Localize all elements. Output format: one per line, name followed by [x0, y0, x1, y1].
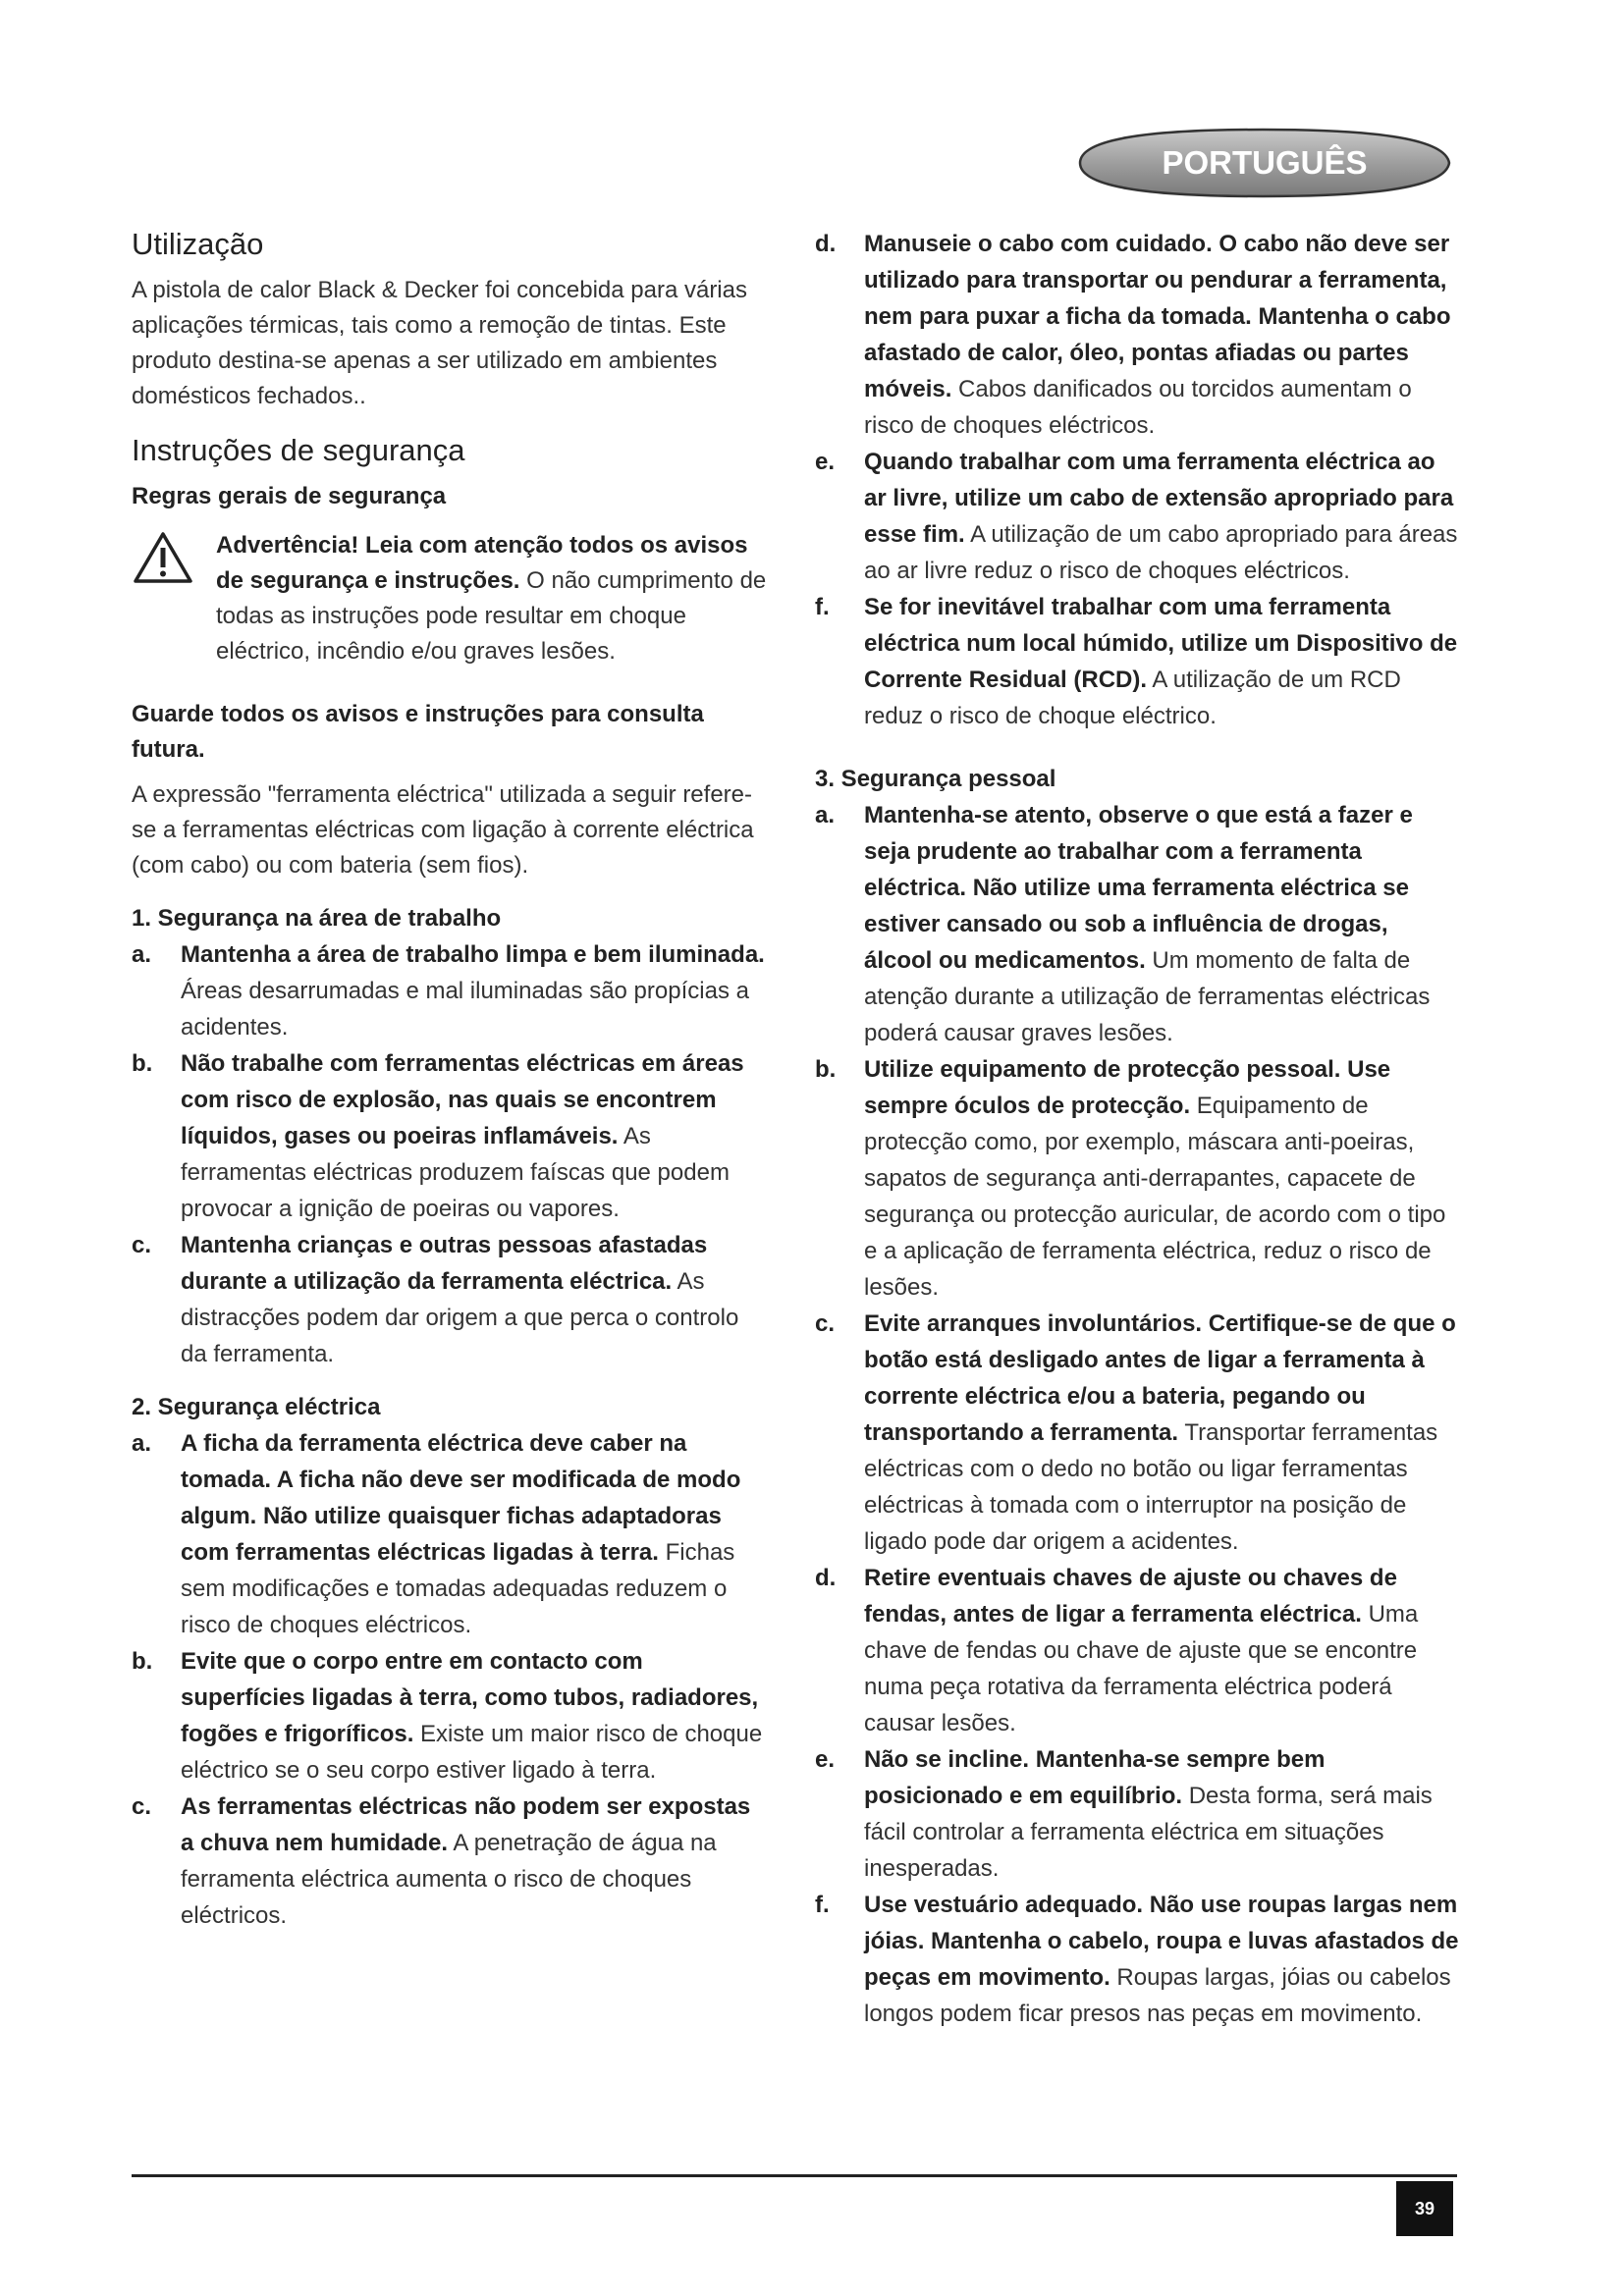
item-label: c.	[132, 1793, 152, 1820]
list-item	[132, 1643, 770, 1789]
item-text: A utilização de um RCD reduz o risco de choque eléctrico.	[864, 667, 1401, 729]
item-bold-text: Mantenha-se atento, observe o que está a fazer e seja prudente ao trabalhar com a ferramenta eléctrica. Não utilize uma ferramenta eléctrica se estiver cansado ou sob a influência de drogas, álcool ou medicamentos.	[864, 802, 1413, 974]
item-bold-text: As ferramentas eléctricas não podem ser expostas a chuva nem humidade.	[181, 1793, 751, 1856]
list-item	[132, 1227, 770, 1372]
item-bold-text: Mantenha crianças e outras pessoas afastadas durante a utilização da ferramenta eléctrica.	[181, 1232, 708, 1295]
item-bold-text: Manuseie o cabo com cuidado. O cabo não deve ser utilizado para transportar ou pendurar a ferramenta, nem para puxar a ficha da tomada. Mantenha o cabo afastado de calor, óleo, pontas afiadas ou partes móveis.	[864, 231, 1451, 402]
item-text: Uma chave de fendas ou chave de ajuste que se encontre numa peça rotativa da ferramenta eléctrica poderá causar lesões.	[864, 1601, 1419, 1736]
item-bold-text: Utilize equipamento de protecção pessoal. Use sempre óculos de protecção.	[864, 1056, 1391, 1119]
item-text: As distracções podem dar origem a que perca o controlo da ferramenta.	[181, 1268, 739, 1367]
warning-icon	[132, 530, 194, 585]
item-label: b.	[132, 1648, 153, 1675]
item-text: Um momento de falta de atenção durante a utilização de ferramentas eléctricas poderá causar graves lesões.	[864, 947, 1431, 1046]
page-number: 39	[1396, 2181, 1453, 2236]
warning-text: O não cumprimento de todas as instruções pode resultar em choque eléctrico, incêndio e/ou graves lesões.	[216, 567, 767, 665]
item-text: Cabos danificados ou torcidos aumentam o risco de choques eléctricos.	[864, 376, 1412, 439]
item-text: Equipamento de protecção como, por exemplo, máscara anti-poeiras, sapatos de segurança anti-derrapantes, capacete de segurança ou protecção auricular, de acordo com o tipo e a aplicação de ferramenta eléctrica, reduz o risco de lesões.	[864, 1093, 1446, 1301]
list-item	[132, 1045, 770, 1227]
list-item	[815, 1741, 1459, 1887]
item-label: a.	[815, 802, 836, 828]
safety-heading: Instruções de segurança	[132, 433, 465, 467]
item-label: d.	[815, 231, 837, 257]
item-bold-text: Não trabalhe com ferramentas eléctricas em áreas com risco de explosão, nas quais se encontrem líquidos, gases ou poeiras inflamáveis.	[181, 1050, 744, 1149]
right-column	[815, 226, 1459, 2032]
list-item	[815, 1051, 1459, 1306]
item-label: f.	[815, 594, 830, 620]
list-item	[132, 1425, 770, 1643]
warning-bold: Advertência! Leia com atenção todos os avisos de segurança e instruções.	[216, 532, 748, 594]
item-label: c.	[815, 1310, 836, 1337]
usage-heading: Utilização	[132, 227, 264, 261]
item-label: b.	[815, 1056, 837, 1083]
item-label: a.	[132, 941, 152, 968]
item-text: Existe um maior risco de choque eléctrico se o seu corpo estiver ligado à terra.	[181, 1721, 763, 1784]
item-label: e.	[815, 449, 836, 475]
item-label: f.	[815, 1892, 830, 1918]
item-bold-text: Quando trabalhar com uma ferramenta eléctrica ao ar livre, utilize um cabo de extensão apropriado para esse fim.	[864, 449, 1454, 548]
general-rules-heading: Regras gerais de segurança	[132, 483, 447, 509]
list-item	[815, 589, 1459, 734]
list-item	[815, 797, 1459, 1051]
item-text: As ferramentas eléctricas produzem faíscas que podem provocar a ignição de poeiras ou vapores.	[181, 1123, 730, 1222]
left-column	[132, 226, 770, 1934]
section2-list	[132, 1425, 770, 1934]
item-bold-text: Use vestuário adequado. Não use roupas largas nem jóias. Mantenha o cabelo, roupa e luvas afastados de peças em movimento.	[864, 1892, 1459, 1991]
section1-list	[132, 936, 770, 1372]
section2-title: 2. Segurança eléctrica	[132, 1394, 381, 1420]
item-text: Roupas largas, jóias ou cabelos longos podem ficar presos nas peças em movimento.	[864, 1964, 1451, 2027]
warning-block	[132, 528, 770, 669]
section3-list	[815, 797, 1459, 2032]
list-item	[815, 226, 1459, 444]
section2-continued-list	[815, 226, 1459, 734]
list-item	[815, 1306, 1459, 1560]
item-bold-text: A ficha da ferramenta eléctrica deve caber na tomada. A ficha não deve ser modificada de modo algum. Não utilize quaisquer fichas adaptadoras com ferramentas eléctricas ligadas à terra.	[181, 1430, 741, 1566]
list-item	[132, 936, 770, 1045]
item-bold-text: Mantenha a área de trabalho limpa e bem iluminada.	[181, 941, 765, 968]
item-text: A penetração de água na ferramenta eléctrica aumenta o risco de choques eléctricos.	[181, 1830, 717, 1929]
item-text: Áreas desarrumadas e mal iluminadas são propícias a acidentes.	[181, 978, 749, 1041]
language-tab	[1076, 126, 1453, 200]
section3-title: 3. Segurança pessoal	[815, 766, 1056, 792]
list-item	[815, 1887, 1459, 2032]
item-bold-text: Não se incline. Mantenha-se sempre bem posicionado e em equilíbrio.	[864, 1746, 1326, 1809]
usage-text: A pistola de calor Black & Decker foi concebida para várias aplicações térmicas, tais como a remoção de tintas. Este produto destina-se apenas a ser utilizado em ambientes domésticos fechados..	[132, 277, 747, 409]
item-bold-text: Se for inevitável trabalhar com uma ferramenta eléctrica num local húmido, utilize um Dispositivo de Corrente Residual (RCD).	[864, 594, 1458, 693]
item-text: Transportar ferramentas eléctricas com o dedo no botão ou ligar ferramentas eléctricas à tomada com o interruptor na posição de ligado pode dar origem a acidentes.	[864, 1419, 1438, 1555]
section1-title: 1. Segurança na área de trabalho	[132, 905, 502, 932]
keep-instructions-heading: Guarde todos os avisos e instruções para consulta futura.	[132, 701, 704, 763]
footer-rule	[132, 2174, 1457, 2177]
item-bold-text: Evite arranques involuntários. Certifique-se de que o botão está desligado antes de ligar a ferramenta à corrente eléctrica e/ou a bateria, pegando ou transportando a ferramenta.	[864, 1310, 1456, 1446]
definition-text: A expressão "ferramenta eléctrica" utilizada a seguir refere-se a ferramentas eléctricas com ligação à corrente eléctrica (com cabo) ou com bateria (sem fios).	[132, 781, 754, 879]
item-label: a.	[132, 1430, 152, 1457]
language-tab-label: PORTUGUÊS	[1162, 144, 1368, 181]
item-label: e.	[815, 1746, 836, 1773]
item-bold-text: Evite que o corpo entre em contacto com superfícies ligadas à terra, como tubos, radiadores, fogões e frigoríficos.	[181, 1648, 759, 1747]
list-item	[815, 444, 1459, 589]
item-text: Fichas sem modificações e tomadas adequadas reduzem o risco de choques eléctricos.	[181, 1539, 735, 1638]
item-text: Desta forma, será mais fácil controlar a ferramenta eléctrica em situações inesperadas.	[864, 1783, 1433, 1882]
item-label: c.	[132, 1232, 152, 1258]
list-item	[815, 1560, 1459, 1741]
item-bold-text: Retire eventuais chaves de ajuste ou chaves de fendas, antes de ligar a ferramenta eléctrica.	[864, 1565, 1397, 1628]
list-item	[132, 1789, 770, 1934]
item-label: b.	[132, 1050, 153, 1077]
item-label: d.	[815, 1565, 837, 1591]
item-text: A utilização de um cabo apropriado para áreas ao ar livre reduz o risco de choques eléctricos.	[864, 521, 1458, 584]
